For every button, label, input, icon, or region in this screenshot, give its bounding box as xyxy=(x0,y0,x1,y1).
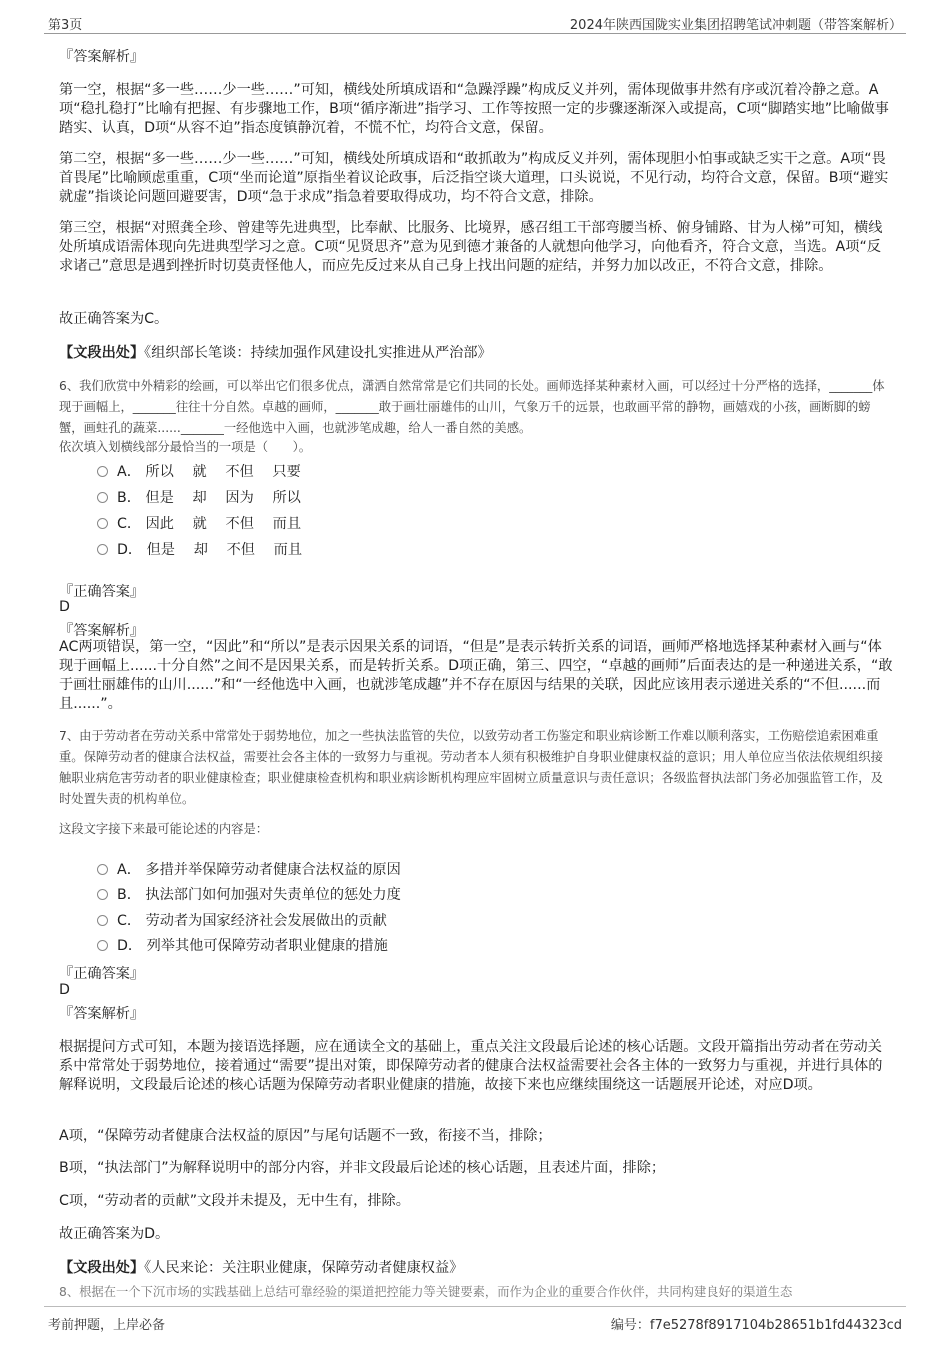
radio-button-icon[interactable] xyxy=(97,544,108,555)
q7-analysis: 根据提问方式可知，本题为接语选择题，应在通读全文的基础上，重点关注文段最后论述的核心话题。文段开篇指出劳动者在劳动关系中常常处于弱势地位，接着通过“需要”提出对策，即保障劳动者的健康合法权益需要社会各主体的一致努力与重视，并进行具体的解释说明，文段最后论述的核心话题为保障劳动者职业健康的措施，故接下来也应继续围绕这一话题展开论述，对应D项。 xyxy=(59,1039,883,1093)
radio-button-icon[interactable] xyxy=(97,466,108,477)
footer-slogan: 考前押题，上岸必备 xyxy=(48,1318,166,1333)
document-code xyxy=(611,1314,902,1333)
q7-answer: D xyxy=(59,982,70,998)
q5-conclusion: 故正确答案为C。 xyxy=(59,311,169,327)
radio-button-icon[interactable] xyxy=(97,940,108,951)
radio-button-icon[interactable] xyxy=(97,492,108,503)
q7-stem: 7、由于劳动者在劳动关系中常常处于弱势地位，加之一些执法监管的失位，以致劳动者工伤鉴定和职业病诊断工作难以顺利落实，工伤赔偿追索困难重重。保障劳动者的健康合法权益，需要社会各主体的一致努力与重视。劳动者本人须有积极维护自身职业健康权益的意识；用人单位应当依法依规组织接触职业病危害劳动者的职业健康检查；职业健康检查机构和职业病诊断机构理应牢固树立质量意识与责任意识；各级监督执法部门务必加强监管工作，及时处置失责的机构单位。 xyxy=(59,729,883,806)
q7-prompt: 这段文字接下来最可能论述的内容是： xyxy=(59,822,269,836)
q5-analysis-para2: 第二空，根据“多一些……少一些……”可知，横线处所填成语和“敢抓敢为”构成反义并列，需体现胆小怕事或缺乏实干之意。A项“畏首畏尾”比喻顾虑重重，C项“坐而论道”原指坐着议论政事，后泛指空谈大道理，口头说说，不见行动，均符合文意，保留。B项“避实就虚”指谈论问题回避要害，D项“急于求成”指急着要取得成功，均不符合文意，排除。 xyxy=(59,151,889,205)
document-code-label: 编号： xyxy=(610,1318,650,1333)
q7-analysis-label: 『答案解析』 xyxy=(59,1006,145,1022)
q5-source-text: 《组织部长笔谈：持续加强作风建设扎实推进从严治部》 xyxy=(144,345,492,361)
q6-prompt: 依次填入划横线部分最恰当的一项是（ ）。 xyxy=(59,440,312,454)
q6-option-c[interactable] xyxy=(97,513,301,533)
q7-option-c[interactable] xyxy=(97,910,387,930)
radio-button-icon[interactable] xyxy=(97,864,108,875)
radio-button-icon[interactable] xyxy=(97,915,108,926)
next-question-text: 8、根据在一个下沉市场的实践基础上总结可靠经验的渠道把控能力等关键要素，而作为企业的重要合作伙伴，共同构建良好的渠道生态 xyxy=(59,1285,793,1299)
q6-option-d[interactable] xyxy=(97,539,302,559)
q5-source-tag: 【文段出处】 xyxy=(59,345,145,361)
q6-option-a-label: A． 所以 就 不但 只要 xyxy=(117,464,301,480)
q7-source-text: 《人民来论：关注职业健康，保障劳动者健康权益》 xyxy=(144,1260,464,1276)
footer-divider xyxy=(44,1306,906,1307)
q7-conclusion: 故正确答案为D。 xyxy=(59,1226,170,1242)
q7-option-b[interactable] xyxy=(97,884,401,904)
q7-option-a[interactable] xyxy=(97,859,401,879)
q6-answer: D xyxy=(59,599,70,615)
q7-option-d[interactable] xyxy=(97,935,388,955)
q6-option-a[interactable] xyxy=(97,461,301,481)
q5-source xyxy=(59,344,895,363)
q6-option-b[interactable] xyxy=(97,487,301,507)
document-title: 2024年陕西国陇实业集团招聘笔试冲刺题（带答案解析） xyxy=(569,18,902,33)
q6-analysis-label: 『答案解析』 xyxy=(59,623,145,639)
page-number: 第3页 xyxy=(48,18,83,33)
q7-option-a-label: A． 多措并举保障劳动者健康合法权益的原因 xyxy=(117,862,401,878)
q5-analysis-para3: 第三空，根据“对照龚全珍、曾建等先进典型，比奉献、比服务、比境界，感召组工干部弯腰当桥、俯身铺路、甘为人梯”可知，横线处所填成语需体现向先进典型学习之意。C项“见贤思齐”意为见到德才兼备的人就想向他学习，向他看齐，符合文意，当选。A项“反求诸己”意思是遇到挫折时切莫责怪他人，而应先反过来从自己身上找出问题的症结，并努力加以改正，不符合文意，排除。 xyxy=(59,220,883,274)
q7-option-a-analysis: A项，“保障劳动者健康合法权益的原因”与尾句话题不一致，衔接不当，排除； xyxy=(59,1128,552,1144)
header-divider xyxy=(44,33,906,34)
q6-answer-label: 『正确答案』 xyxy=(59,584,145,600)
q6-analysis: AC两项错误，第一空，“因此”和“所以”是表示因果关系的词语，“但是”是表示转折关系的词语，画师严格地选择某种素材入画与“体现于画幅上......十分自然”之间不是因果关系，而是转折关系。D项正确，第三、四空，“卓越的画师”后面表达的是一种递进关系，“敢于画壮丽雄伟的山川......”和“一经他选中入画，也就涉笔成趣”并不存在原因与结果的关联，因此应该用表示递进关系的“不但......而且......”。 xyxy=(59,639,893,712)
q7-option-d-label: D． 列举其他可保障劳动者职业健康的措施 xyxy=(117,938,388,954)
radio-button-icon[interactable] xyxy=(97,518,108,529)
next-question-cut-off xyxy=(59,1285,895,1304)
q6-stem: 6、我们欣赏中外精彩的绘画，可以举出它们很多优点，潇洒自然常常是它们共同的长处。画师选择某种素材入画，可以经过十分严格的选择，_______体现于画幅上，_______往往十分自然。卓越的画师，_______敢于画壮丽雄伟的山川，气象万千的远景，也敢画平常的静物，画嬉戏的小孩，画断脚的螃蟹，画蛀孔的蔬菜......_______一经他选中入画，也就涉笔成趣，给人一番自然的美感。 xyxy=(59,379,885,435)
q7-option-c-analysis: C项，“劳动者的贡献”文段并未提及，无中生有，排除。 xyxy=(59,1193,410,1209)
q7-option-b-label: B． 执法部门如何加强对失责单位的惩处力度 xyxy=(117,887,401,903)
q7-source-tag: 【文段出处】 xyxy=(59,1260,145,1276)
q6-option-c-label: C． 因此 就 不但 而且 xyxy=(117,516,302,532)
q6-option-b-label: B． 但是 却 因为 所以 xyxy=(117,490,301,506)
radio-button-icon[interactable] xyxy=(97,889,108,900)
q5-analysis-label: 『答案解析』 xyxy=(59,49,145,65)
q7-answer-label: 『正确答案』 xyxy=(59,966,145,982)
page-header xyxy=(0,0,950,36)
q6-option-d-label: D． 但是 却 不但 而且 xyxy=(117,542,303,558)
document-code-value: f7e5278f8917104b28651b1fd44323cd xyxy=(649,1318,902,1333)
q7-source xyxy=(59,1259,895,1278)
q5-analysis-para1: 第一空，根据“多一些……少一些……”可知，横线处所填成语和“急躁浮躁”构成反义并列，需体现做事井然有序或沉着冷静之意。A项“稳扎稳打”比喻有把握、有步骤地工作，B项“循序渐进”指学习、工作等按照一定的步骤逐渐深入或提高，C项“脚踏实地”比喻做事踏实、认真，D项“从容不迫”指态度镇静沉着，不慌不忙，均符合文意，保留。 xyxy=(59,82,889,136)
q7-option-b-analysis: B项，“执法部门”为解释说明中的部分内容，并非文段最后论述的核心话题，且表述片面，排除； xyxy=(59,1160,666,1176)
q7-option-c-label: C． 劳动者为国家经济社会发展做出的贡献 xyxy=(117,913,387,929)
